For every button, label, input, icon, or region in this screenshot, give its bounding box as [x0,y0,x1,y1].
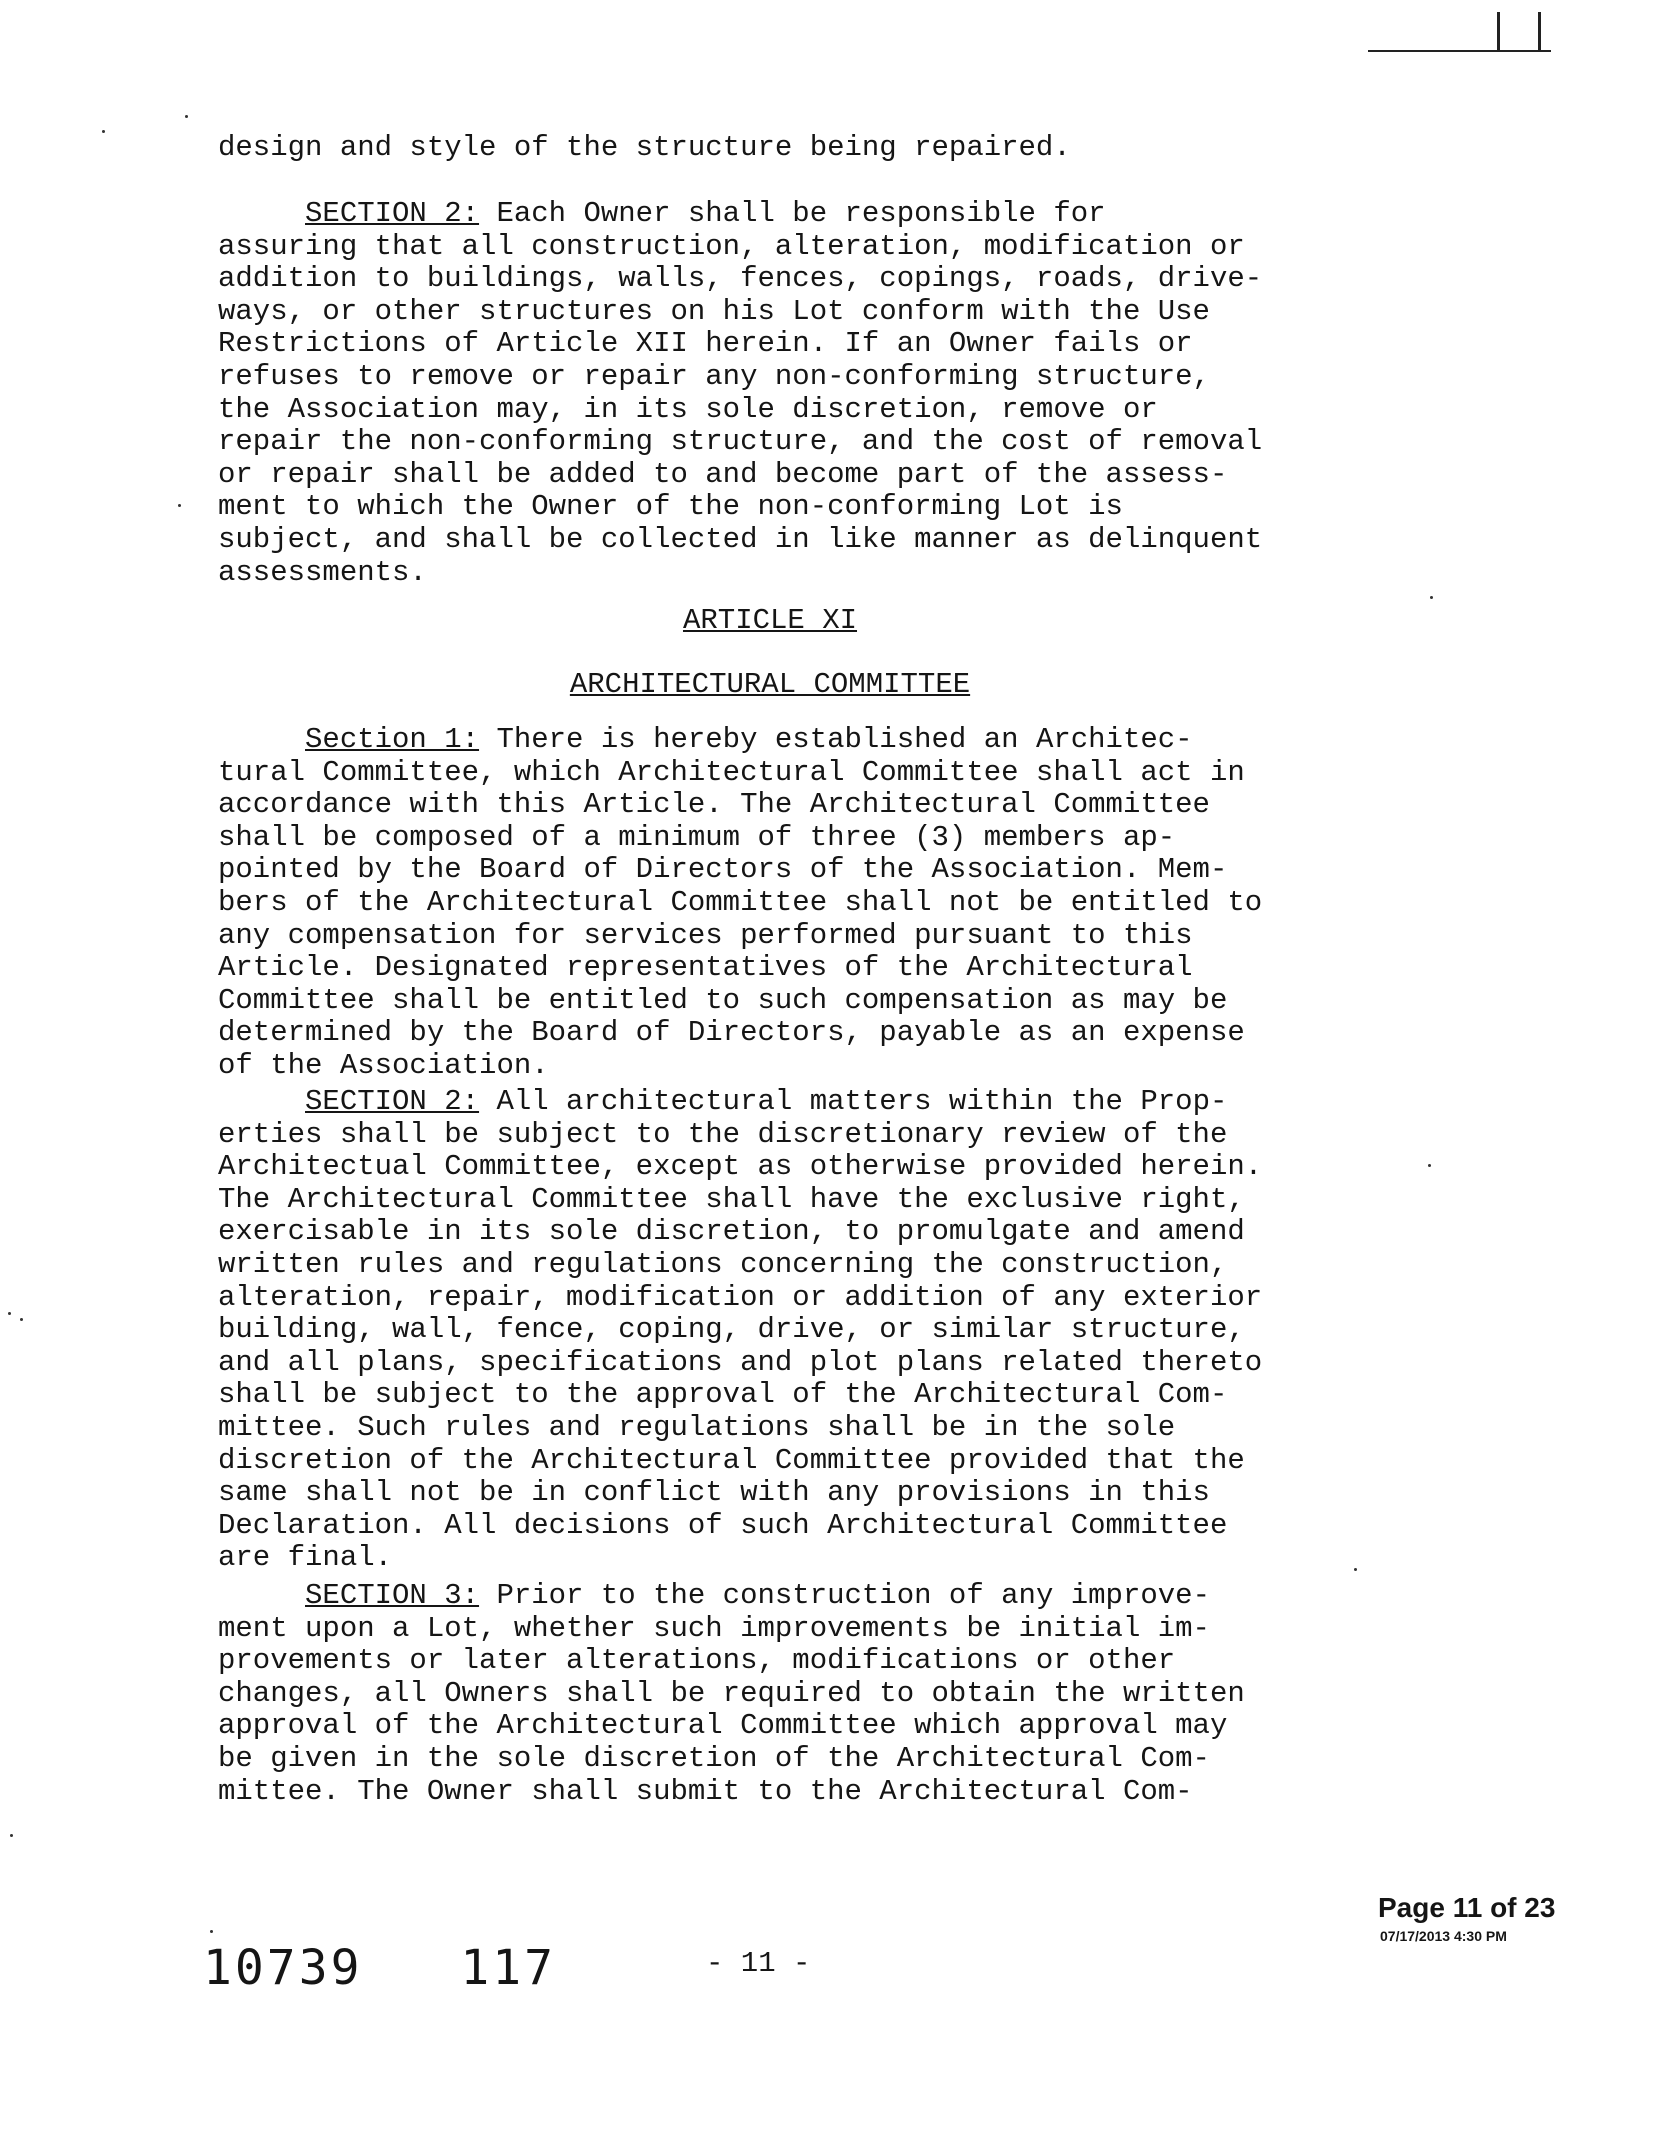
body-line: accordance with this Article. The Architectural Committee [218,788,1210,822]
body-line: approval of the Architectural Committee which approval may [218,1709,1228,1743]
body-line: assuring that all construction, alteration, modification or [218,229,1245,263]
section-label: SECTION 3: [305,1579,480,1612]
body-line: provements or later alterations, modifications or other [218,1644,1176,1678]
body-line: be given in the sole discretion of the Architectural Com- [218,1741,1210,1775]
body-line: the Association may, in its sole discretion, remove or [218,392,1158,426]
body-line: ment upon a Lot, whether such improvements be initial im- [218,1611,1210,1645]
section-2-upper-paragraph [218,198,1338,589]
body-line: are final. [218,1541,393,1575]
corner-mark-tick [1538,12,1541,50]
body-line: mittee. Such rules and regulations shall be in the sole [218,1410,1176,1444]
body-line: refuses to remove or repair any non-conforming structure, [218,359,1210,393]
body-line: any compensation for services performed pursuant to this [218,918,1193,952]
section-1-paragraph [218,724,1338,1083]
scan-speck [178,504,181,507]
body-line: design and style of the structure being repaired. [218,131,1071,164]
body-line: of the Association. [218,1048,549,1082]
body-line: or repair shall be added to and become part of the assess- [218,457,1228,491]
body-line: Article. Designated representatives of the Architectural [218,951,1193,985]
body-line: Architectual Committee, except as otherwise provided herein. [218,1150,1263,1184]
body-line: alteration, repair, modification or addition of any exterior [218,1280,1263,1314]
body-line: Declaration. All decisions of such Architectural Committee [218,1508,1228,1542]
scan-speck [1428,1164,1431,1167]
scan-speck [8,1312,11,1315]
corner-mark [1368,50,1551,52]
book-number: 10739 [203,1940,363,1996]
body-line: SECTION 3: Prior to the construction of any improve- [305,1579,1210,1612]
corner-mark-tick [1497,12,1500,50]
book-page-number: 117 [460,1940,557,1996]
body-line: determined by the Board of Directors, payable as an expense [218,1016,1245,1050]
page-of-total-label: Page 11 of 23 [1378,1892,1556,1923]
body-line: assessments. [218,555,427,589]
print-timestamp: 07/17/2013 4:30 PM [1380,1928,1507,1944]
body-line: The Architectural Committee shall have the exclusive right, [218,1182,1245,1216]
body-line: ways, or other structures on his Lot conform with the Use [218,294,1210,328]
scan-speck [102,130,105,133]
section-3-paragraph [218,1580,1338,1808]
body-line: SECTION 2: All architectural matters within the Prop- [305,1085,1228,1118]
scan-speck [210,1930,213,1933]
body-line: mittee. The Owner shall submit to the Architectural Com- [218,1774,1193,1808]
scan-speck [1354,1568,1357,1571]
body-line: SECTION 2: Each Owner shall be responsible for [305,197,1106,230]
opening-paragraph [218,132,1338,165]
scan-speck [1430,596,1433,599]
scan-speck [20,1318,23,1321]
body-line: building, wall, fence, coping, drive, or similar structure, [218,1313,1245,1347]
section-2-paragraph [218,1086,1338,1575]
scan-speck [10,1834,13,1837]
body-line: subject, and shall be collected in like manner as delinquent [218,522,1263,556]
body-line: Committee shall be entitled to such compensation as may be [218,983,1228,1017]
body-line: repair the non-conforming structure, and the cost of removal [218,425,1263,459]
recording-stamp [203,1940,556,1996]
body-line: tural Committee, which Architectural Committee shall act in [218,755,1245,789]
page-number: - 11 - [706,1947,811,1980]
body-line: bers of the Architectural Committee shall not be entitled to [218,885,1263,919]
body-line: Section 1: There is hereby established an Architec- [305,723,1193,756]
scan-speck [185,115,188,118]
body-line: changes, all Owners shall be required to obtain the written [218,1676,1245,1710]
body-line: ment to which the Owner of the non-conforming Lot is [218,490,1123,524]
body-line: and all plans, specifications and plot plans related thereto [218,1345,1263,1379]
article-title: ARCHITECTURAL COMMITTEE [569,668,971,701]
section-label: Section 1: [305,723,480,756]
body-line: shall be composed of a minimum of three (3) members ap- [218,820,1176,854]
body-line: same shall not be in conflict with any provisions in this [218,1476,1210,1510]
body-line: pointed by the Board of Directors of the Association. Mem- [218,853,1228,887]
section-label: SECTION 2: [305,1085,480,1118]
body-line: addition to buildings, walls, fences, copings, roads, drive- [218,262,1263,296]
body-line: exercisable in its sole discretion, to promulgate and amend [218,1215,1245,1249]
section-label: SECTION 2: [305,197,480,230]
body-line: written rules and regulations concerning the construction, [218,1247,1228,1281]
body-line: erties shall be subject to the discretionary review of the [218,1117,1228,1151]
body-line: Restrictions of Article XII herein. If an Owner fails or [218,327,1193,361]
body-line: discretion of the Architectural Committee provided that the [218,1443,1245,1477]
body-line: shall be subject to the approval of the Architectural Com- [218,1378,1228,1412]
article-heading: ARTICLE XI [682,604,858,637]
